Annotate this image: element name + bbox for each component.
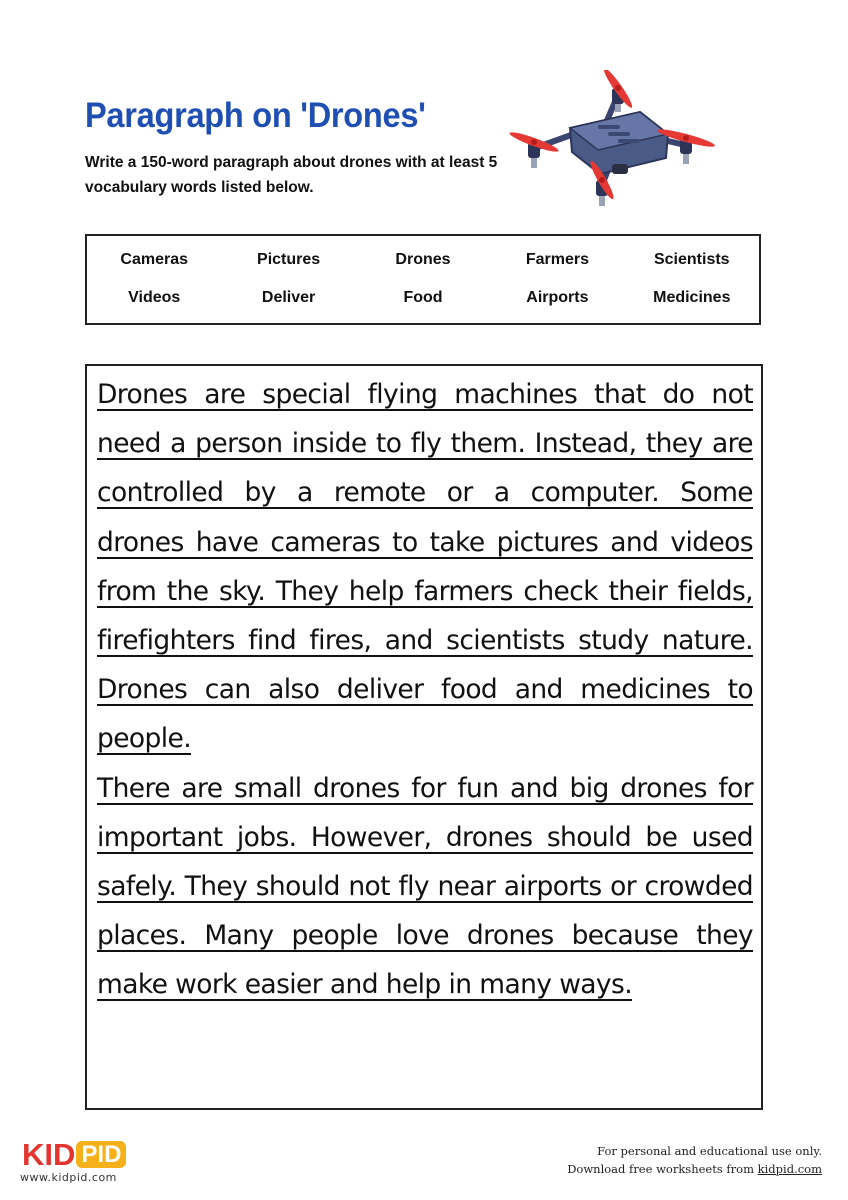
vocab-word: Drones <box>395 251 451 268</box>
usage-note: For personal and educational use only. <box>597 1144 822 1158</box>
vocab-word: Food <box>403 289 443 306</box>
footer-note <box>567 1142 822 1178</box>
instructions: Write a 150-word paragraph about drones with at least 5 vocabulary words listed below. <box>85 154 498 196</box>
vocab-word: Videos <box>128 289 181 306</box>
paragraph-1: Drones are special flying machines that do not need a person inside to fly them. Instead, they are controlled by a remote or a computer. Some drones have cameras to take pictures and videos from the sky. They help farmers check their fields, firefighters find fires, and scientists study nature. Drones can also deliver food and medicines to people. <box>97 379 753 755</box>
vocab-word: Airports <box>526 289 589 306</box>
worksheet-title: Paragraph on 'Drones' <box>85 96 426 135</box>
kidpid-link[interactable]: kidpid.com <box>757 1162 822 1176</box>
vocabulary-grid <box>87 248 759 309</box>
vocab-word: Pictures <box>257 251 321 268</box>
logo-pid: PID <box>76 1141 126 1168</box>
paragraph-text <box>97 370 753 1010</box>
logo-kid: KID <box>22 1137 76 1172</box>
vocab-word: Cameras <box>120 251 188 268</box>
website-url: www.kidpid.com <box>20 1171 117 1184</box>
paragraph-2: There are small drones for fun and big drones for important jobs. However, drones should be used safely. They should not fly near airports or crowded places. Many people love drones because they make work easier and help in many ways. <box>97 772 753 1001</box>
kidpid-logo <box>22 1138 126 1172</box>
drone-illustration <box>490 70 730 220</box>
vocab-word: Farmers <box>525 251 589 268</box>
vocab-word: Scientists <box>653 251 730 268</box>
vocab-word: Medicines <box>653 289 731 306</box>
vocabulary-box <box>85 234 761 325</box>
download-note <box>567 1160 822 1178</box>
paragraph-box <box>85 364 763 1110</box>
download-text: Download free worksheets from <box>567 1162 758 1176</box>
vocab-word: Deliver <box>261 289 316 306</box>
